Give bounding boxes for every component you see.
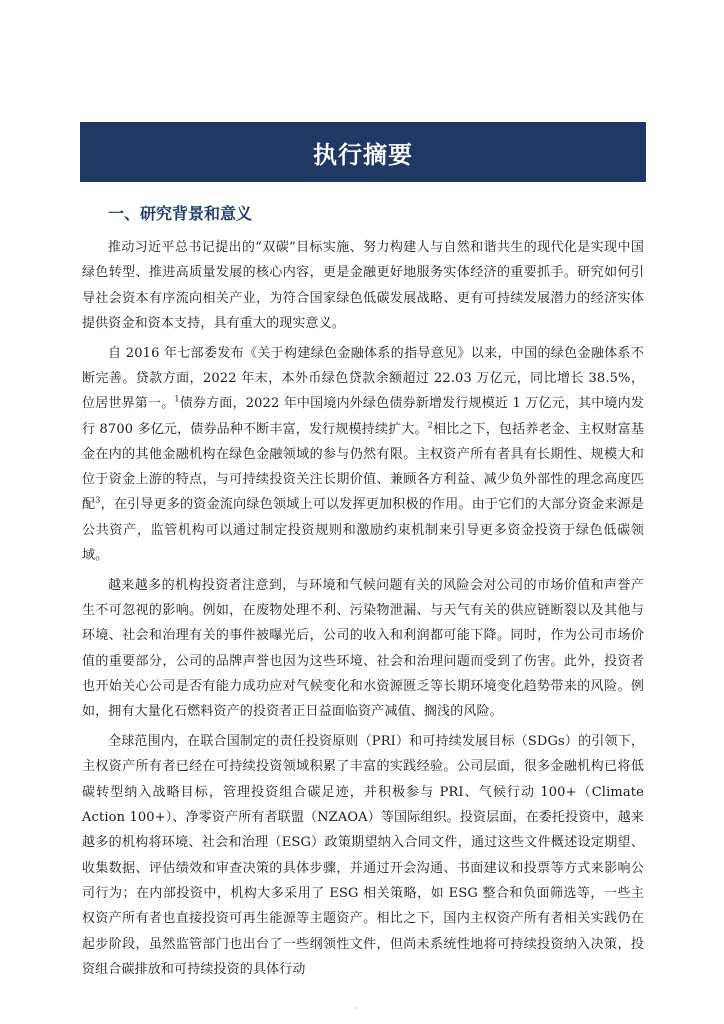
paragraph-4: 全球范围内，在联合国制定的责任投资原则（PRI）和可持续发展目标（SDGs）的引领下，主权资产所有者已经在可持续投资领域积累了丰富的实践经验。公司层面，很多金融机构已将低碳转型纳入战略目标，管理投资组合碳足迹，并积极参与 PRI、气候行动 100+（Climate Action 100+）、净零资产所有者联盟（NZAOA）等国际组织。投资层面，在委托投资中，越来越多的机构将环境、社会和治理（ESG）政策期望纳入合同文件，通过这些文件概述设定期望、收集数据、评估绩效和审查决策的具体步骤，并通过开会沟通、书面建议和投票等方式来影响公司行为；在内部投资中，机构大多采用了 ESG 相关策略，如 ESG 整合和负面筛选等，一些主权资产所有者也直接投资可再生能源等主题资产。相比之下，国内主权资产所有者相关实践仍在起步阶段，虽然监管部门也出台了一些纲领性文件，但尚未系统性地将可持续投资纳入决策，投资组合碳排放和可持续投资的具体行动 (82, 734, 644, 977)
paragraph-1: 推动习近平总书记提出的“双碳”目标实施、努力构建人与自然和谐共生的现代化是实现中国绿色转型、推进高质量发展的核心内容，更是金融更好地服务实体经济的重要抓手。研究如何引导社会资本有序流向相关产业，为符合国家绿色低碳发展战略、更有可持续发展潜力的经济实体提供资金和资本支持，具有重大的现实意义。 (82, 240, 644, 331)
footnote-ref-2[interactable]: 2 (427, 420, 433, 430)
title-banner (80, 122, 646, 182)
paragraph-2-part-2: 债券方面，2022 年中国境内外绿色债券新增发行规模近 1 万亿元，其中境内发行 8700 多亿元，债券品种不断丰富，发行规模持续扩大。 (82, 396, 644, 437)
paragraph-2-part-3: 相比之下，包括养老金、主权财富基金在内的其他金融机构在绿色金融领域的参与仍然有限。主权资产所有者具有长期性、规模大和位于资金上游的特点，与可持续投资关注长期价值、兼顾各方利益、减少负外部性的理念高度匹配 (82, 421, 644, 513)
paragraph-3: 越来越多的机构投资者注意到，与环境和气候问题有关的风险会对公司的市场价值和声誉产生不可忽视的影响。例如，在废物处理不利、污染物泄漏、与天气有关的供应链断裂以及其他与环境、社会和治理有关的事件被曝光后，公司的收入和利润都可能下降。同时，作为公司市场价值的重要部分，公司的品牌声誉也因为这些环境、社会和治理问题而受到了伤害。此外，投资者也开始关心公司是否有能力成功应对气候变化和水资源匮乏等长期环境变化趋势带来的风险。例如，拥有大量化石燃料资产的投资者正日益面临资产减值、搁浅的风险。 (82, 577, 644, 720)
page-footer-mark: · (355, 1004, 358, 1013)
page-title: 执行摘要 (313, 140, 413, 169)
footnote-ref-1[interactable]: 1 (174, 394, 180, 404)
section-heading: 一、研究背景和意义 (108, 204, 253, 223)
body-text (82, 235, 644, 987)
paragraph-2-part-4: ，在引导更多的资金流向绿色领域上可以发挥更加积极的作用。由于它们的大部分资金来源是公共资产，监管机构可以通过制定投资规则和激励约束机制来引导更多资金投资于绿色低碳领域。 (82, 497, 644, 564)
paragraph-2-part-1: 自 2016 年七部委发布《关于构建绿色金融体系的指导意见》以来，中国的绿色金融体系不断完善。贷款方面，2022 年末，本外币绿色贷款余额超过 22.03 万亿元，同比增长 38.5%，位居世界第一。 (82, 345, 644, 412)
footnote-ref-3[interactable]: 3 (95, 496, 101, 506)
paragraph-2 (82, 341, 644, 569)
